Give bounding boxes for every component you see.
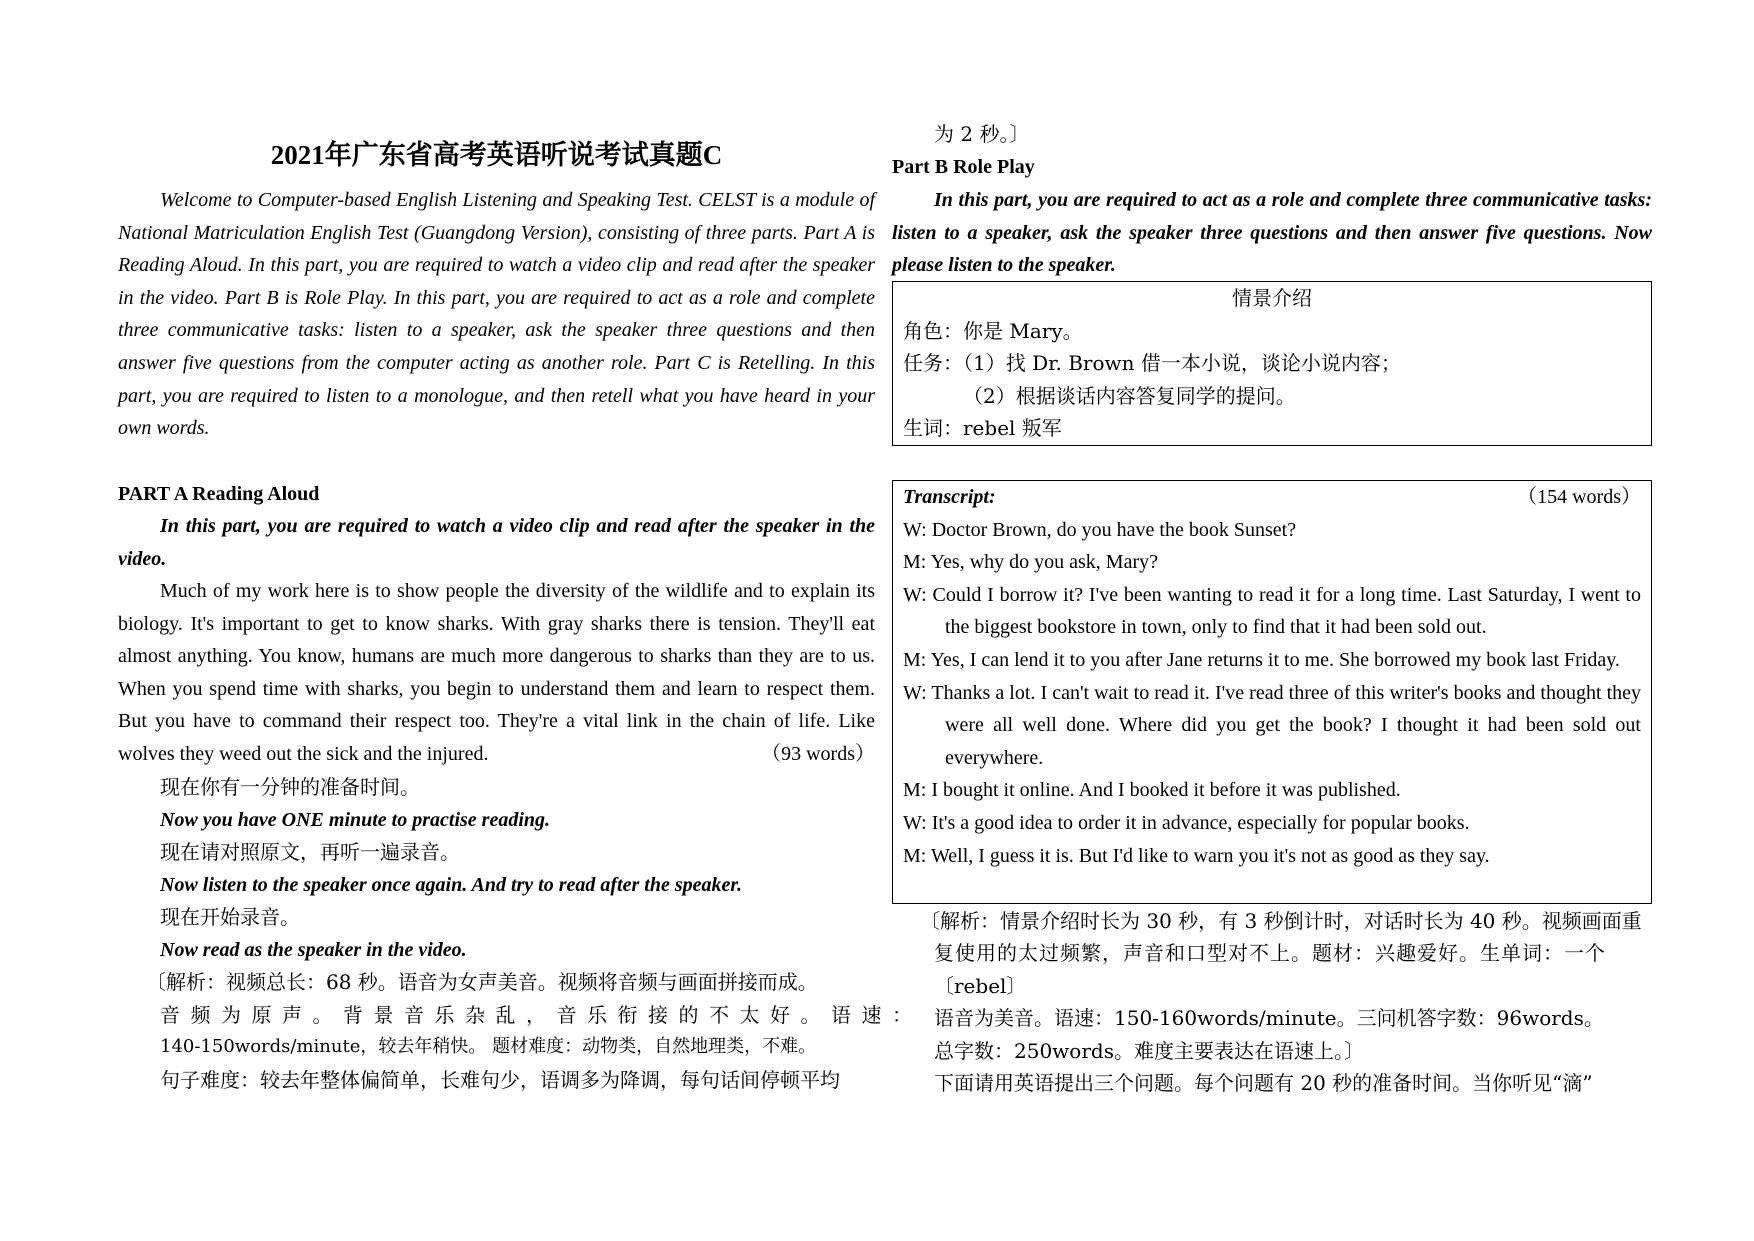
part-a-instruction: In this part, you are required to watch a video clip and read after the speaker in the video.: [118, 515, 875, 570]
transcript-line: M: Yes, why do you ask, Mary?: [903, 551, 1158, 574]
transcript-label: Transcript:: [903, 486, 996, 508]
transcript-header: [903, 481, 1641, 514]
transcript-line: M: I bought it online. And I booked it before it was published.: [903, 779, 1401, 802]
passage-word-count: （93 words）: [761, 742, 875, 765]
part-a-analysis-line-2: 音频为原声。背景音乐杂乱，音乐衔接的不太好。语速：: [160, 1003, 923, 1027]
part-b-heading: Part B Role Play: [892, 156, 1035, 178]
scenario-header: 情景介绍: [1232, 286, 1312, 310]
transcript-line: M: Well, I guess it is. But I'd like to warn you it's not as good as they say.: [903, 844, 1490, 867]
scenario-vocab: 生词：rebel 叛军: [903, 416, 1062, 441]
part-b-instruction: In this part, you are required to act as a role and complete three communicative tasks: listen to a speaker, ask the speaker three questions and then answer five questions. Now please listen to the speaker.: [892, 189, 1652, 277]
page-title: 2021年广东省高考英语听说考试真题C: [270, 140, 723, 170]
part-a-heading: PART A Reading Aloud: [118, 483, 320, 505]
transcript-word-count: （154 words）: [1517, 486, 1641, 508]
carry-over-text: 为 2 秒。〕: [934, 122, 1030, 146]
prep-cn: 现在你有一分钟的准备时间。: [160, 775, 420, 799]
transcript-line: W: It's a good idea to order it in advance, especially for popular books.: [903, 811, 1470, 834]
transcript-box: [892, 480, 1652, 904]
transcript-line: W: Could I borrow it? I've been wanting to read it for a long time. Last Saturday, I went to the biggest bookstore in town, only to find that it had been sold out.: [903, 583, 1641, 639]
transcript-line: W: Thanks a lot. I can't wait to read it. I've read three of this writer's books and thought they were all well done. Where did you get the book? I thought it had been sold out everywhere.: [903, 681, 1641, 769]
part-b-analysis-line-4: 语音为美音。语速：150-160words/minute。三问机答字数：96words。: [934, 1006, 1604, 1030]
part-b-analysis-line-5: 总字数：250words。难度主要表达在语速上。〕: [934, 1039, 1364, 1063]
part-a-analysis-line-4: 句子难度：较去年整体偏简单，长难句少，语调多为降调，每句话间停顿平均: [160, 1068, 840, 1092]
record-cn: 现在开始录音。: [160, 905, 300, 929]
scenario-box: [892, 281, 1652, 446]
transcript-line: W: Doctor Brown, do you have the book Sunset?: [903, 518, 1297, 541]
part-a-analysis-line-3: 140-150words/minute，较去年稍快。 题材难度：动物类，自然地理类，不难。: [160, 1036, 817, 1057]
scenario-role: 角色：你是 Mary。: [903, 318, 1083, 343]
part-a-passage: [118, 575, 875, 771]
listen-en: Now listen to the speaker once again. And try to read after the speaker.: [160, 874, 743, 896]
intro-paragraph: Welcome to Computer-based English Listening and Speaking Test. CELST is a module of National Matriculation English Test (Guangdong Version), consisting of three parts. Part A is Reading Aloud. In this part, you are required to watch a video clip and read after the speaker in the video. Part B is Role Play. In this part, you are required to act as a role and complete three communicative tasks: listen to a speaker, ask the speaker three questions and then answer five questions from the computer acting as another role. Part C is Retelling. In this part, you are required to listen to a monologue, and then retell what you have heard in your own words.: [118, 189, 875, 440]
record-en: Now read as the speaker in the video.: [160, 939, 467, 961]
transcript-line: M: Yes, I can lend it to you after Jane returns it to me. She borrowed my book last Friday.: [903, 648, 1620, 671]
part-b-analysis-line-1: 〔解析：情景介绍时长为 30 秒，有 3 秒倒计时，对话时长为 40 秒。视频画面重: [920, 909, 1642, 933]
part-b-analysis-line-2: 复使用的太过频繁，声音和口型对不上。题材：兴趣爱好。生单词：一个: [934, 941, 1606, 965]
scenario-task-2: （2）根据谈话内容答复同学的提问。: [963, 383, 1296, 408]
next-instruction: 下面请用英语提出三个问题。每个问题有 20 秒的准备时间。当你听见“滴”: [934, 1071, 1593, 1095]
part-b-analysis-line-3: 〔rebel〕: [934, 974, 1027, 998]
prep-en: Now you have ONE minute to practise reading.: [160, 809, 551, 831]
listen-cn: 现在请对照原文，再听一遍录音。: [160, 840, 460, 864]
part-a-analysis-line-1: 〔解析：视频总长：68 秒。语音为女声美音。视频将音频与画面拼接而成。: [146, 970, 818, 994]
passage-text: Much of my work here is to show people the diversity of the wildlife and to explain its biology. It's important to get to know sharks. With gray sharks there is tension. They'll eat almost anything. You know, humans are much more dangerous to sharks than they are to us. When you spend time with sharks, you begin to understand them and learn to respect them. But you have to command their respect too. They're a vital link in the chain of life. Like wolves they weed out the sick and the injured.: [118, 580, 875, 765]
scenario-task-1: 任务：（1）找 Dr. Brown 借一本小说，谈论小说内容；: [903, 351, 1401, 376]
